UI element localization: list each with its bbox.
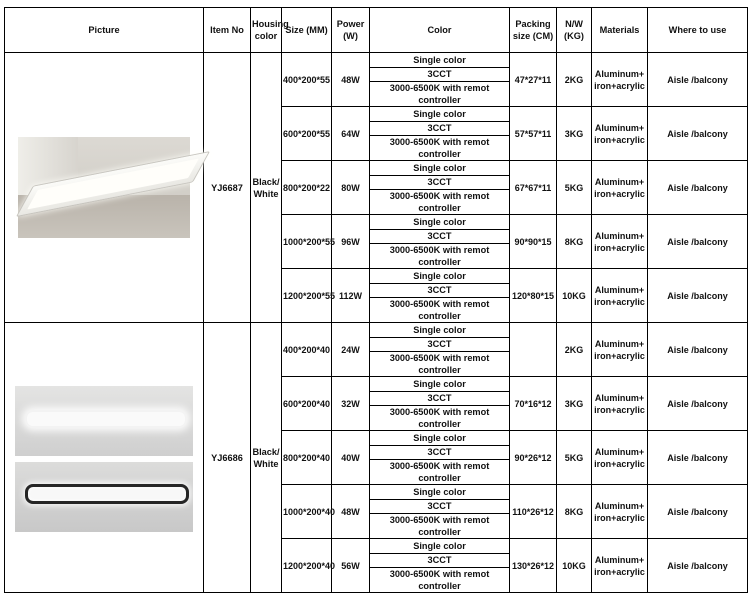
- where-to-use-cell: Aisle /balcony: [648, 53, 748, 107]
- materials-cell: Aluminum+ iron+acrylic: [592, 269, 648, 323]
- size-cell: 600*200*55: [282, 107, 332, 161]
- color-option-cell: 3000-6500K with remot controller: [370, 406, 510, 431]
- nw-cell: 5KG: [557, 431, 592, 485]
- packing-size-cell: 90*90*15: [510, 215, 557, 269]
- power-cell: 56W: [332, 539, 370, 593]
- color-option-cell: 3CCT: [370, 175, 510, 190]
- table-row: [5, 323, 748, 338]
- nw-cell: 10KG: [557, 269, 592, 323]
- color-option-cell: 3000-6500K with remot controller: [370, 352, 510, 377]
- size-cell: 800*200*22: [282, 161, 332, 215]
- item-no-cell: YJ6687: [204, 53, 251, 323]
- materials-cell: Aluminum+ iron+acrylic: [592, 53, 648, 107]
- color-option-cell: 3000-6500K with remot controller: [370, 82, 510, 107]
- nw-cell: 10KG: [557, 539, 592, 593]
- header-housing-color: Housing color: [251, 8, 282, 53]
- color-option-cell: 3CCT: [370, 553, 510, 568]
- where-to-use-cell: Aisle /balcony: [648, 107, 748, 161]
- materials-cell: Aluminum+ iron+acrylic: [592, 107, 648, 161]
- packing-size-cell: [510, 323, 557, 377]
- color-option-cell: 3000-6500K with remot controller: [370, 244, 510, 269]
- color-option-cell: 3CCT: [370, 229, 510, 244]
- color-option-cell: Single color: [370, 485, 510, 500]
- packing-size-cell: 120*80*15: [510, 269, 557, 323]
- size-cell: 1000*200*55: [282, 215, 332, 269]
- packing-size-cell: 110*26*12: [510, 485, 557, 539]
- color-option-cell: Single color: [370, 215, 510, 230]
- packing-size-cell: 130*26*12: [510, 539, 557, 593]
- color-option-cell: 3CCT: [370, 499, 510, 514]
- materials-cell: Aluminum+ iron+acrylic: [592, 161, 648, 215]
- size-cell: 1000*200*40: [282, 485, 332, 539]
- size-cell: 800*200*40: [282, 431, 332, 485]
- white-frame-lamp-photo: [15, 386, 193, 456]
- color-option-cell: 3CCT: [370, 337, 510, 352]
- header-power: Power (W): [332, 8, 370, 53]
- materials-cell: Aluminum+ iron+acrylic: [592, 485, 648, 539]
- color-option-cell: Single color: [370, 269, 510, 284]
- color-option-cell: 3CCT: [370, 391, 510, 406]
- nw-cell: 2KG: [557, 323, 592, 377]
- where-to-use-cell: Aisle /balcony: [648, 539, 748, 593]
- picture-cell: [5, 53, 204, 323]
- table-row: [5, 53, 748, 68]
- nw-cell: 3KG: [557, 107, 592, 161]
- header-where-to-use: Where to use: [648, 8, 748, 53]
- color-option-cell: Single color: [370, 539, 510, 554]
- color-option-cell: 3000-6500K with remot controller: [370, 460, 510, 485]
- power-cell: 24W: [332, 323, 370, 377]
- where-to-use-cell: Aisle /balcony: [648, 161, 748, 215]
- where-to-use-cell: Aisle /balcony: [648, 323, 748, 377]
- power-cell: 96W: [332, 215, 370, 269]
- color-option-cell: Single color: [370, 323, 510, 338]
- item-no-cell: YJ6686: [204, 323, 251, 593]
- color-option-cell: Single color: [370, 161, 510, 176]
- color-option-cell: 3CCT: [370, 445, 510, 460]
- housing-color-cell: Black/ White: [251, 323, 282, 593]
- header-color: Color: [370, 8, 510, 53]
- color-option-cell: Single color: [370, 53, 510, 68]
- power-cell: 32W: [332, 377, 370, 431]
- nw-cell: 2KG: [557, 53, 592, 107]
- color-option-cell: 3000-6500K with remot controller: [370, 568, 510, 593]
- nw-cell: 3KG: [557, 377, 592, 431]
- nw-cell: 8KG: [557, 215, 592, 269]
- where-to-use-cell: Aisle /balcony: [648, 485, 748, 539]
- header-row: [5, 8, 748, 53]
- size-cell: 600*200*40: [282, 377, 332, 431]
- size-cell: 1200*200*55: [282, 269, 332, 323]
- size-cell: 400*200*55: [282, 53, 332, 107]
- materials-cell: Aluminum+ iron+acrylic: [592, 377, 648, 431]
- housing-color-cell: Black/ White: [251, 53, 282, 323]
- size-cell: 1200*200*40: [282, 539, 332, 593]
- materials-cell: Aluminum+ iron+acrylic: [592, 323, 648, 377]
- color-option-cell: 3000-6500K with remot controller: [370, 136, 510, 161]
- packing-size-cell: 47*27*11: [510, 53, 557, 107]
- where-to-use-cell: Aisle /balcony: [648, 269, 748, 323]
- materials-cell: Aluminum+ iron+acrylic: [592, 539, 648, 593]
- nw-cell: 5KG: [557, 161, 592, 215]
- packing-size-cell: 90*26*12: [510, 431, 557, 485]
- picture-cell: [5, 323, 204, 593]
- black-frame-lamp-photo: [15, 462, 193, 532]
- ceiling-lamp-photo: [18, 137, 190, 238]
- power-cell: 80W: [332, 161, 370, 215]
- header-picture: Picture: [5, 8, 204, 53]
- color-option-cell: 3CCT: [370, 121, 510, 136]
- materials-cell: Aluminum+ iron+acrylic: [592, 215, 648, 269]
- power-cell: 48W: [332, 53, 370, 107]
- power-cell: 64W: [332, 107, 370, 161]
- power-cell: 40W: [332, 431, 370, 485]
- power-cell: 48W: [332, 485, 370, 539]
- where-to-use-cell: Aisle /balcony: [648, 431, 748, 485]
- header-packing-size: Packing size (CM): [510, 8, 557, 53]
- header-nw: N/W (KG): [557, 8, 592, 53]
- spec-table: [4, 7, 748, 593]
- nw-cell: 8KG: [557, 485, 592, 539]
- color-option-cell: Single color: [370, 377, 510, 392]
- color-option-cell: 3CCT: [370, 283, 510, 298]
- packing-size-cell: 57*57*11: [510, 107, 557, 161]
- where-to-use-cell: Aisle /balcony: [648, 215, 748, 269]
- header-materials: Materials: [592, 8, 648, 53]
- header-item-no: Item No: [204, 8, 251, 53]
- color-option-cell: Single color: [370, 431, 510, 446]
- color-option-cell: 3CCT: [370, 67, 510, 82]
- materials-cell: Aluminum+ iron+acrylic: [592, 431, 648, 485]
- where-to-use-cell: Aisle /balcony: [648, 377, 748, 431]
- power-cell: 112W: [332, 269, 370, 323]
- color-option-cell: Single color: [370, 107, 510, 122]
- packing-size-cell: 70*16*12: [510, 377, 557, 431]
- header-size: Size (MM): [282, 8, 332, 53]
- color-option-cell: 3000-6500K with remot controller: [370, 298, 510, 323]
- color-option-cell: 3000-6500K with remot controller: [370, 190, 510, 215]
- packing-size-cell: 67*67*11: [510, 161, 557, 215]
- color-option-cell: 3000-6500K with remot controller: [370, 514, 510, 539]
- size-cell: 400*200*40: [282, 323, 332, 377]
